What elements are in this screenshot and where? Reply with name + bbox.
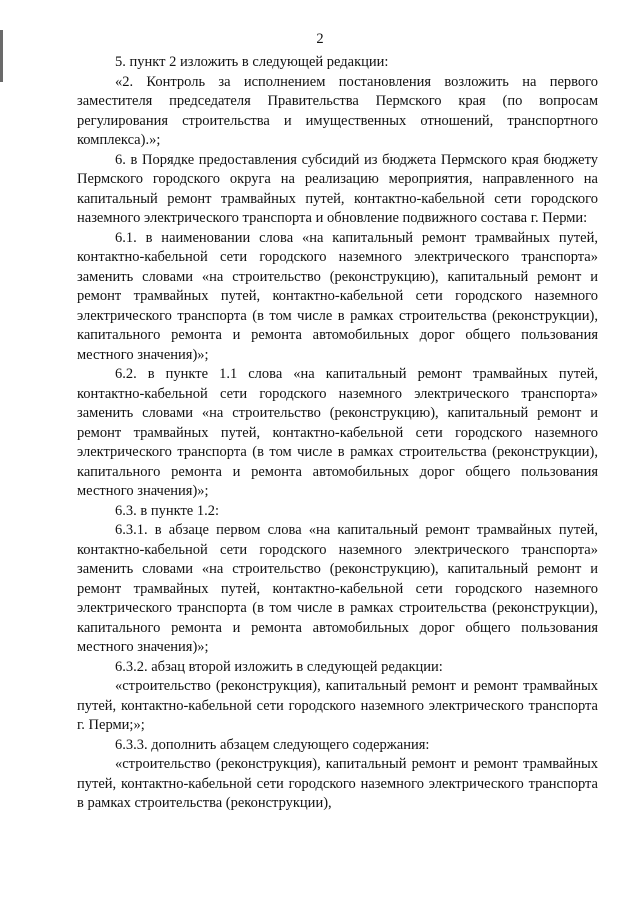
- document-body: [77, 53, 598, 814]
- paragraph-item-6-3-2: 6.3.2. абзац второй изложить в следующей редакции:: [115, 658, 443, 675]
- paragraph-item-6-2: 6.2. в пункте 1.1 слова «на капитальный ремонт трамвайных путей, контактно-кабельной сети городского наземного электрического транспорта» заменить словами «на строительство (реконструкцию), капитальный ремонт и ремонт трамвайных путей, контактно-кабельной сети городского наземного электрического транспорта (в том числе в рамках строительства (реконструкции), капитального ремонта и ремонта автомобильных дорог общего пользования местного значения)»;: [77, 366, 598, 499]
- paragraph-item-5: 5. пункт 2 изложить в следующей редакции:: [115, 54, 389, 70]
- paragraph-item-6-1: 6.1. в наименовании слова «на капитальный ремонт трамвайных путей, контактно-кабельной сети городского наземного электрического транспорта» заменить словами «на строительство (реконструкцию), капитальный ремонт и ремонт трамвайных путей, контактно-кабельной сети городского наземного электрического транспорта (в том числе в рамках строительства (реконструкции), капитального ремонта и ремонта автомобильных дорог общего пользования местного значения)»;: [77, 229, 598, 363]
- paragraph-quote-6-3-2: «строительство (реконструкция), капитальный ремонт и ремонт трамвайных путей, контактно-кабельной сети городского наземного электрического транспорта г. Перми;»;: [77, 678, 598, 733]
- paragraph-item-6-3-1: 6.3.1. в абзаце первом слова «на капитальный ремонт трамвайных путей, контактно-кабельной сети городского наземного электрического транспорта» заменить словами «на строительство (реконструкцию), капитальный ремонт и ремонт трамвайных путей, контактно-кабельной сети городского наземного электрического транспорта (в том числе в рамках строительства (реконструкции), капитального ремонта и ремонта автомобильных дорог общего пользования местного значения)»;: [77, 522, 598, 655]
- paragraph-item-6-3: 6.3. в пункте 1.2:: [115, 502, 220, 519]
- paragraph-item-6: 6. в Порядке предоставления субсидий из бюджета Пермского края бюджету Пермского городского округа на реализацию мероприятия, направленного на капитальный ремонт трамвайных путей, контактно-кабельной сети городского наземного электрического транспорта и обновление подвижного состава г. Перми:: [77, 151, 598, 226]
- paragraph-quote-6-3-3: «строительство (реконструкция), капитальный ремонт и ремонт трамвайных путей, контактно-кабельной сети городского наземного электрического транспорта в рамках строительства (реконструкции),: [77, 756, 598, 811]
- paragraph-item-6-3-3: 6.3.3. дополнить абзацем следующего содержания:: [115, 736, 430, 753]
- paragraph-quote-2: «2. Контроль за исполнением постановления возложить на первого заместителя председателя Правительства Пермского края (по вопросам регулирования строительства и имущественных отношений, транспортного комплекса).»;: [77, 73, 598, 148]
- page-number: 2: [316, 31, 324, 47]
